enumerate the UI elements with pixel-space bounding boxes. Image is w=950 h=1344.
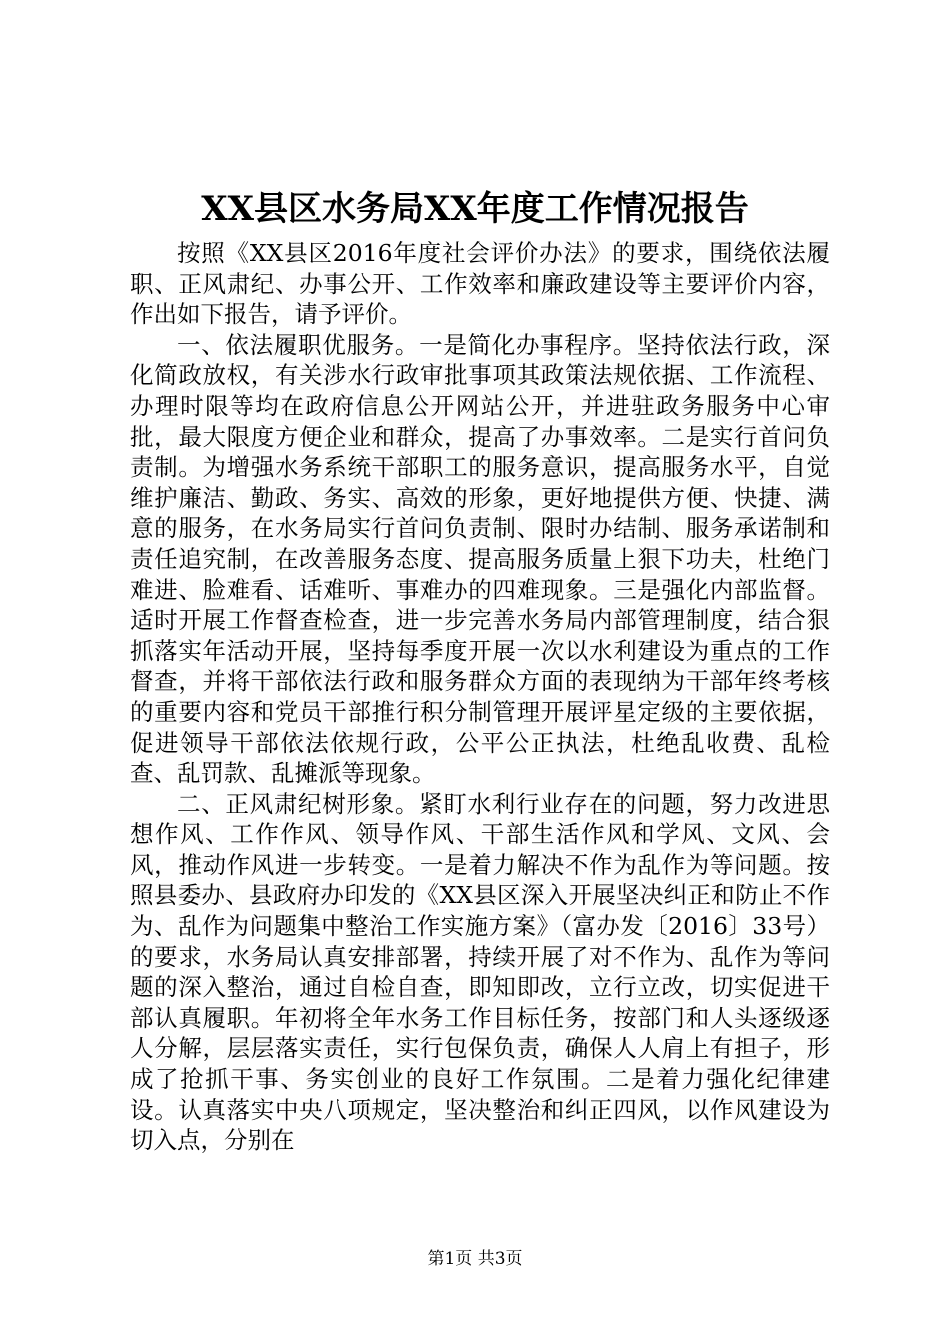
document-title: XX县区水务局XX年度工作情况报告 — [201, 189, 749, 229]
paragraph-section-1: 一、依法履职优服务。一是简化办事程序。坚持依法行政，深化简政放权，有关涉水行政审批事项其政策法规依据、工作流程、办理时限等均在政府信息公开网站公开，并进驻政务服务中心审批，最大限度方便企业和群众，提高了办事效率。二是实行首问负责制。为增强水务系统干部职工的服务意识，提高服务水平，自觉维护廉洁、勤政、务实、高效的形象，更好地提供方便、快捷、满意的服务，在水务局实行首问负责制、限时办结制、服务承诺制和责任追究制，在改善服务态度、提高服务质量上狠下功夫，杜绝门难进、脸难看、话难听、事难办的四难现象。三是强化内部监督。适时开展工作督查检查，进一步完善水务局内部管理制度，结合狠抓落实年活动开展，坚持每季度开展一次以水利建设为重点的工作督查，并将干部依法行政和服务群众方面的表现纳为干部年终考核的重要内容和党员干部推行积分制管理开展评星定级的主要依据，促进领导干部依法依规行政，公平公正执法，杜绝乱收费、乱检查、乱罚款、乱摊派等现象。 — [130, 330, 830, 788]
paragraph-intro: 按照《XX县区2016年度社会评价办法》的要求，围绕依法履职、正风肃纪、办事公开、工作效率和廉政建设等主要评价内容，作出如下报告，请予评价。 — [130, 239, 830, 329]
document-body — [130, 238, 830, 1156]
paragraph-section-2: 二、正风肃纪树形象。紧盯水利行业存在的问题，努力改进思想作风、工作作风、领导作风、干部生活作风和学风、文风、会风，推动作风进一步转变。一是着力解决不作为乱作为等问题。按照县委办、县政府办印发的《XX县区深入开展坚决纠正和防止不作为、乱作为问题集中整治工作实施方案》（富办发〔2016〕33号）的要求，水务局认真安排部署，持续开展了对不作为、乱作为等问题的深入整治，通过自检自查，即知即改，立行立改，切实促进干部认真履职。年初将全年水务工作目标任务，按部门和人头逐级逐人分解，层层落实责任，实行包保负责，确保人人肩上有担子，形成了抢抓干事、务实创业的良好工作氛围。二是着力强化纪律建设。认真落实中央八项规定，坚决整治和纠正四风，以作风建设为切入点，分别在 — [130, 789, 830, 1155]
page-number-footer: 第1页 共3页 — [427, 1249, 523, 1269]
